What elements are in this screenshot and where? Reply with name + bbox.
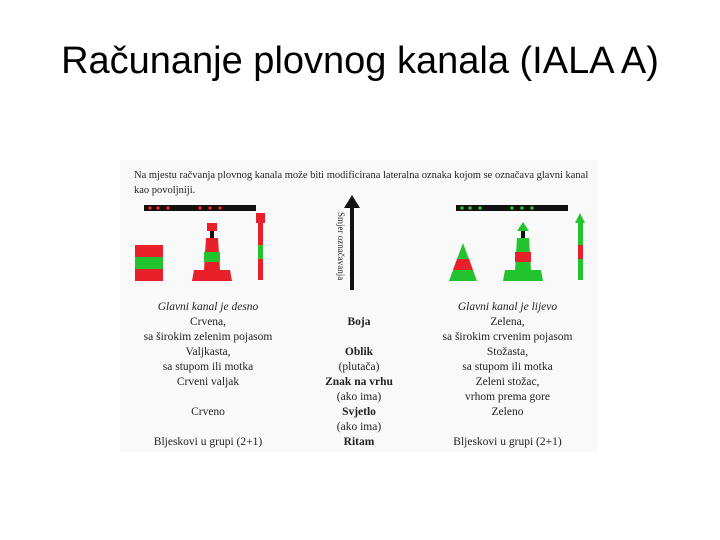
left-rhythm: Bljeskovi u grupi (2+1) [153,436,263,448]
right-rhythm: Bljeskovi u grupi (2+1) [453,436,562,448]
mid-topmark: Znak na vrhu [325,376,393,388]
right-band: sa širokim crvenim pojasom [442,331,573,343]
right-color: Zelena, [490,316,525,328]
left-column [128,300,288,450]
left-shape: Valjkasta, [185,346,231,358]
right-shape-alt: sa stupom ili motka [462,361,553,373]
right-heading: Glavni kanal je lijevo [457,301,558,313]
slide-title: Računanje plovnog kanala (IALA A) [61,40,659,82]
left-heading: Glavni kanal je desno [157,301,259,313]
left-topmark: Crveni valjak [176,376,240,388]
left-pillar-buoy [192,223,232,281]
mid-shape: Oblik [344,346,374,358]
mid-light-note: (ako ima) [336,421,382,433]
lateral-mark-figure [120,160,598,452]
left-color: Crvena, [189,316,227,328]
arrow-label: Smjer označavanja [336,212,346,281]
left-light: Crveno [191,406,225,418]
mid-topmark-note: (ako ima) [336,391,382,403]
mid-shape-note: (plutača) [338,361,380,373]
right-pillar-buoy [503,222,543,281]
right-topmark-dir: vrhom prema gore [465,391,550,403]
left-spar-buoy [256,213,265,280]
mid-light: Svjetlo [342,406,376,418]
right-column [425,300,590,450]
right-topmark: Zeleni stožac, [475,376,540,388]
middle-column [315,300,403,450]
direction-arrow [344,195,360,290]
left-can-buoy [135,245,163,281]
intro-text: Na mjestu račvanja plovnog kanala može biti modificirana lateralna oznaka kojom se označava glavni kanal kao povoljniji. [134,170,589,196]
right-light-rhythm-bar [456,205,568,211]
mid-color: Boja [347,316,371,328]
buoy-illustrations [120,160,598,300]
left-band: sa širokim zelenim pojasom [143,331,273,343]
left-light-rhythm-bar [144,205,256,211]
mid-rhythm: Ritam [343,436,375,448]
right-shape: Stožasta, [486,346,529,358]
right-conical-buoy [449,243,477,281]
right-spar-buoy [575,213,585,280]
right-light: Zeleno [491,406,524,418]
left-shape-alt: sa stupom ili motka [162,361,254,373]
